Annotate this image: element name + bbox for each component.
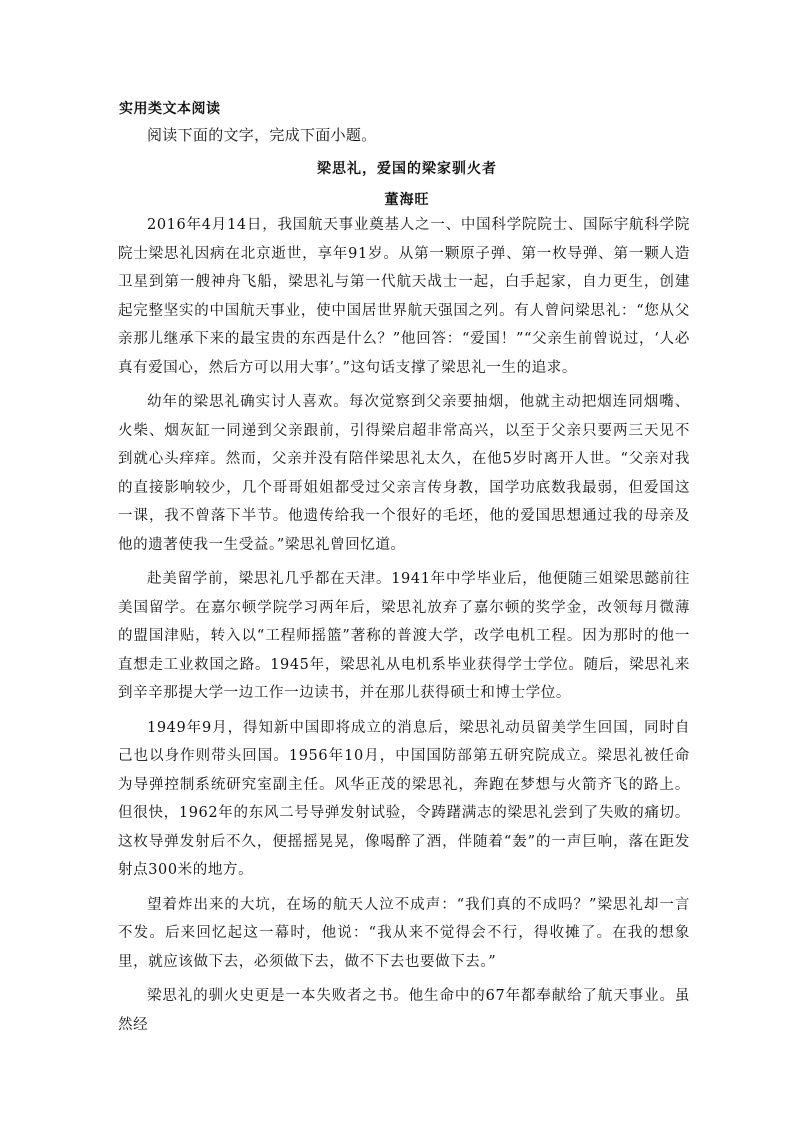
paragraph-5: 望着炸出来的大坑，在场的航天人泣不成声：“我们真的不成吗？”梁思礼却一言不发。后来回忆起这一幕时，他说：“我从来不觉得会不行，得收摊了。在我的想象里，就应该做下去，必须做下去，做不下去也要做下去。” — [118, 896, 690, 970]
article-author: 董海旺 — [384, 192, 430, 208]
section-title: 实用类文本阅读 — [119, 101, 221, 117]
paragraph-4: 1949年9月，得知新中国即将成立的消息后，梁思礼动员留美学生回国，同时自己也以身作则带头回国。1956年10月，中国国防部第五研究院成立。梁思礼被任命为导弹控制系统研究室副主任。风华正茂的梁思礼，奔跑在梦想与火箭齐飞的路上。但很快，1962年的东风二号导弹发射试验，令踌躇满志的梁思礼尝到了失败的痛切。这枚导弹发射后不久，便摇摇晃晃，像喝醉了酒，伴随着“轰”的一声巨响，落在距发射点300米的地方。 — [118, 719, 690, 878]
paragraph-2: 幼年的梁思礼确实讨人喜欢。每次觉察到父亲要抽烟，他就主动把烟连同烟嘴、火柴、烟灰缸一同递到父亲跟前，引得梁启超非常高兴，以至于父亲只要两三天见不到就心头痒痒。然而，父亲并没有陪伴梁思礼太久，在他5岁时离开人世。“父亲对我的直接影响较少，几个哥哥姐姐都受过父亲言传身教，国学功底数我最弱，但爱国这一课，我不曾落下半节。他遗传给我一个很好的毛坯，他的爱国思想通过我的母亲及他的遗著使我一生受益。”梁思礼曾回忆道。 — [118, 394, 690, 553]
reading-instruction: 阅读下面的文字，完成下面小题。 — [147, 126, 377, 144]
paragraph-3: 赴美留学前，梁思礼几乎都在天津。1941年中学毕业后，他便随三姐梁思懿前往美国留学。在嘉尔顿学院学习两年后，梁思礼放弃了嘉尔顿的奖学金，改领每月微薄的盟国津贴，转入以“工程师摇篮”著称的普渡大学，改学电机工程。因为那时的他一直想走工业救国之路。1945年，梁思礼从电机系毕业获得学士学位。随后，梁思礼来到辛辛那提大学一边工作一边读书，并在那儿获得硕士和博士学位。 — [118, 571, 690, 701]
article-title: 梁思礼，爱国的梁家驯火者 — [317, 161, 497, 177]
paragraph-1: 2016年4月14日，我国航天事业奠基人之一、中国科学院院士、国际宇航科学院院士梁思礼因病在北京逝世，享年91岁。从第一颗原子弹、第一枚导弹、第一颗人造卫星到第一艘神舟飞船，梁思礼与第一代航天战士一起，白手起家，自力更生，创建起完整坚实的中国航天事业，使中国居世界航天强国之列。有人曾问梁思礼：“您从父亲那儿继承下来的最宝贵的东西是什么？”他回答：“爱国！”“父亲生前曾说过，‘人必真有爱国心，然后方可以用大事’。”这句话支撑了梁思礼一生的追求。 — [118, 217, 690, 376]
article-body — [118, 211, 690, 1045]
paragraph-6: 梁思礼的驯火史更是一本失败者之书。他生命中的67年都奉献给了航天事业。虽然经 — [118, 988, 690, 1033]
